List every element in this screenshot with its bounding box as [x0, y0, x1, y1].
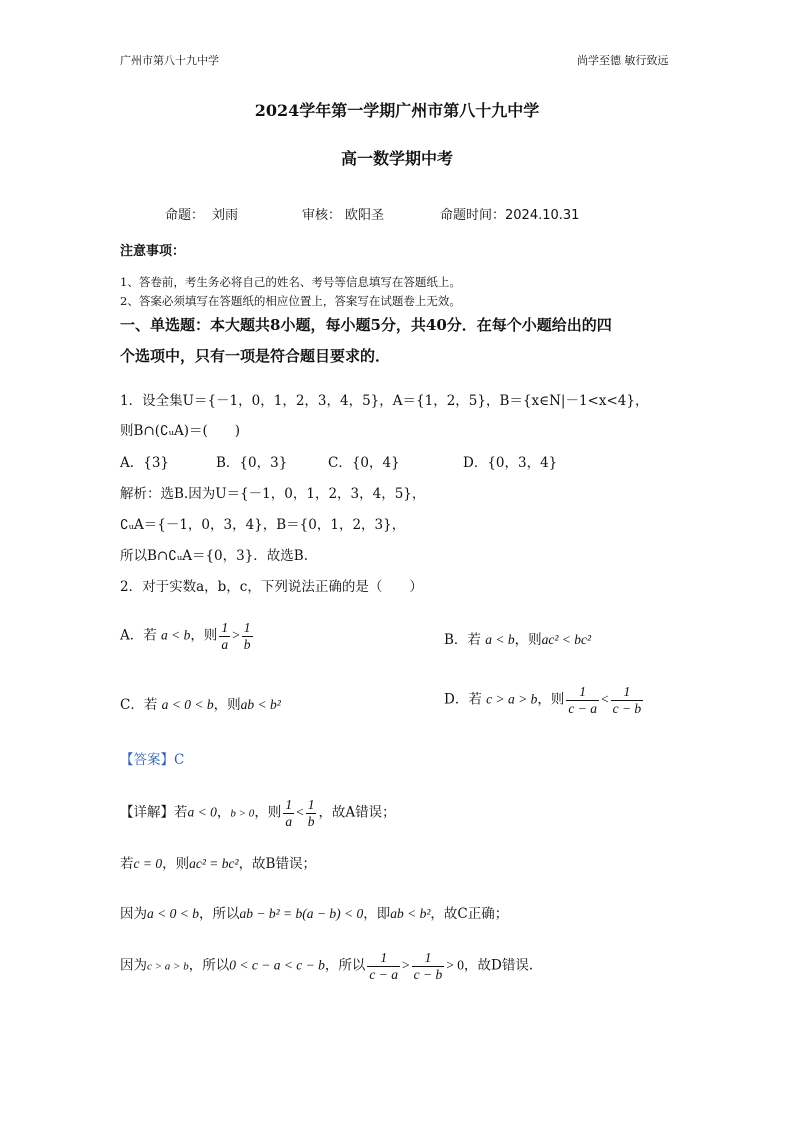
detail-3-result: ab < b² [390, 906, 431, 921]
detail-2-then: ，则 [162, 856, 190, 872]
detail-3-label: 因为 [120, 906, 147, 922]
q1-solution-line3: 所以B∩∁ᵤA＝{0，3}．故选B. [120, 548, 309, 564]
section-heading-line1: 一、单选题：本大题共8小题，每小题5分，共40分．在每个小题给出的四 [120, 316, 612, 334]
detail-1-conclusion: ，故A错误； [318, 804, 396, 821]
reviewer-name: 欧阳圣 [345, 208, 385, 223]
q2-c-expression: ab < b² [240, 697, 281, 712]
detail-4-cond: c > a > b [147, 960, 189, 973]
notice-item-1: 1、答卷前，考生务必将自己的姓名、考号等信息填写在答题纸上。 [120, 275, 461, 289]
section-heading-line2: 个选项中，只有一项是符合题目要求的． [120, 347, 391, 365]
q1-option-a: A．{3} [120, 455, 170, 471]
q2-c-label: C．若 [120, 697, 158, 713]
detail-1-cond-a: a < 0 [187, 804, 217, 820]
fraction-1-over-b: $\frac{1}{b}$ [307, 797, 315, 829]
q2-b-condition: a < b [485, 632, 515, 647]
detail-4-mid: ，所以 [188, 957, 230, 974]
q2-d-then: ，则 [537, 691, 565, 708]
detail-3-paren: (a − b) < 0 [302, 906, 364, 921]
setter-info [165, 204, 238, 223]
detail-4-conclusion: ，故D错误. [464, 957, 534, 974]
q2-b-expression: ac² < bc² [541, 632, 592, 647]
q2-c-condition: a < 0 < b [161, 697, 214, 712]
fraction-1-over-c-minus-a: $\frac{1}{c - a}$ [568, 684, 597, 716]
q1-stem-line2: 则B∩(∁ᵤA)＝( ) [120, 423, 241, 439]
reviewer-label: 审核： [302, 208, 342, 223]
detail-line-3 [120, 902, 508, 922]
fraction-1-over-a: $\frac{1}{a}$ [285, 797, 293, 829]
detail-3-mid2: ，即 [363, 906, 391, 922]
setter-label: 命题： [165, 208, 205, 223]
time-label: 命题时间： [440, 208, 506, 223]
answer-text: 【答案】C [120, 752, 185, 768]
detail-4-expression: 0 < c − a < c − b [229, 957, 325, 973]
exam-subtitle: 高一数学期中考 [340, 149, 453, 168]
header-motto: 尚学至德 敏行致远 [577, 54, 669, 67]
detail-4-mid2: ，所以 [324, 957, 366, 974]
fraction-1-over-a: $\frac{1}{a}$ [221, 620, 229, 652]
detail-3-expression: ab − b² = b [239, 906, 303, 921]
q2-a-condition: a < b [161, 627, 191, 643]
q2-stem: 2．对于实数a，b，c，下列说法正确的是（ ） [120, 579, 423, 595]
q1-option-d: D．{0，3，4} [463, 455, 558, 471]
q2-d-relation: < [600, 691, 609, 707]
detail-3-mid: ，所以 [198, 906, 240, 922]
detail-4-label: 因为 [120, 957, 147, 974]
notice-item-2: 2、答案必须填写在答题纸的相应位置上，答案写在试题卷上无效。 [120, 294, 461, 308]
q2-option-a [120, 620, 255, 652]
fraction-1-over-c-minus-b: $\frac{1}{c - b}$ [612, 684, 642, 716]
detail-2-label: 若 [120, 856, 134, 872]
answer-line [120, 748, 184, 768]
q1-option-c: C．{0，4} [328, 455, 400, 471]
detail-1-relation: < [296, 804, 304, 820]
q2-option-b [444, 628, 591, 648]
q2-d-condition: c > a > b [486, 691, 538, 707]
header-school: 广州市第八十九中学 [120, 54, 219, 67]
detail-line-2 [120, 852, 316, 872]
setter-name: 刘雨 [212, 208, 239, 223]
detail-2-expression: ac² = bc² [189, 856, 239, 871]
reviewer-info [302, 204, 384, 223]
detail-1-label: 【详解】若 [120, 804, 188, 821]
detail-1-cond-b: b > 0 [230, 807, 255, 820]
q2-c-then: ，则 [213, 697, 241, 713]
detail-4-relation: > [402, 957, 410, 973]
q2-option-c [120, 693, 281, 713]
q2-b-label: B．若 [444, 632, 481, 648]
q2-d-label: D．若 [444, 691, 482, 708]
q2-a-then: ，则 [190, 627, 218, 644]
q2-option-d [444, 684, 645, 716]
q2-b-then: ，则 [514, 632, 542, 648]
detail-line-1 [120, 797, 396, 829]
detail-1-then: ，则 [254, 804, 282, 821]
detail-2-conclusion: ，故B错误； [238, 856, 316, 872]
detail-2-cond: c = 0 [133, 856, 163, 871]
fraction-1-over-c-minus-a: $\frac{1}{c - a}$ [369, 950, 399, 982]
fraction-1-over-b: $\frac{1}{b}$ [243, 620, 251, 652]
fraction-1-over-c-minus-b: $\frac{1}{c - b}$ [413, 950, 443, 982]
q2-a-label: A．若 [120, 627, 157, 644]
q1-solution-line1: 解析：选B.因为U＝{－1，0，1，2，3，4，5}， [120, 486, 426, 502]
time-info [440, 204, 579, 223]
q2-a-relation: > [232, 627, 240, 643]
time-value: 2024.10.31 [505, 208, 580, 223]
detail-1-sep: ， [216, 804, 231, 821]
detail-4-tail: > 0 [446, 957, 465, 973]
q1-option-b: B．{0，3} [216, 455, 288, 471]
exam-title: 2024学年第一学期广州市第八十九中学 [254, 101, 540, 120]
notice-title: 注意事项： [120, 244, 186, 259]
q1-solution-line2: ∁ᵤA＝{－1，0，3，4}，B＝{0，1，2，3}， [120, 517, 406, 533]
detail-line-4 [120, 950, 533, 982]
detail-3-cond: a < 0 < b [147, 906, 199, 921]
detail-3-conclusion: ，故C正确； [430, 906, 509, 922]
q1-stem-line1: 1．设全集U＝{－1，0，1，2，3，4，5}，A＝{1，2，5}，B＝{x∈N|－1<x<4}， [120, 393, 649, 409]
